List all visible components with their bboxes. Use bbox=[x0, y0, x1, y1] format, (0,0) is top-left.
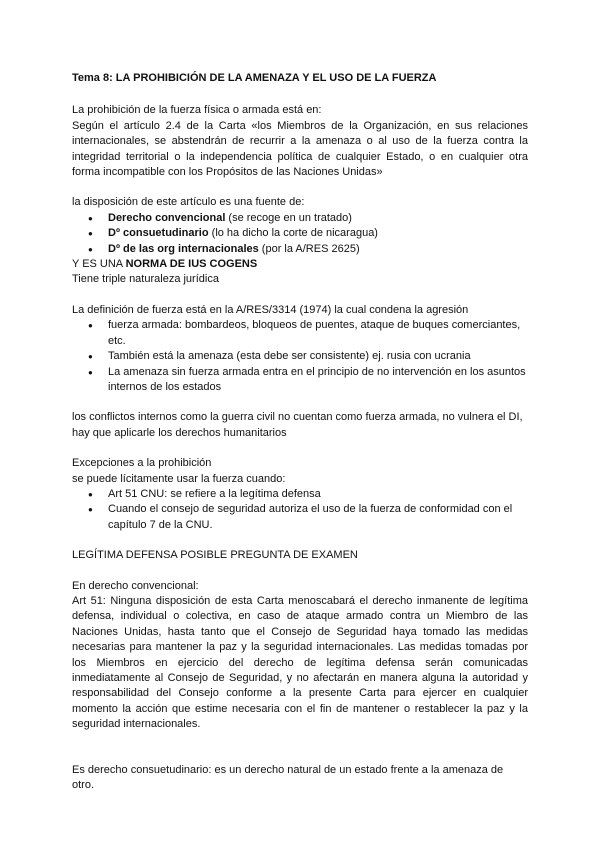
document-body bbox=[72, 71, 528, 793]
list-item: ● Art 51 CNU: se refiere a la legítima defensa bbox=[72, 487, 528, 502]
list-item: ● Cuando el consejo de seguridad autoriza el uso de la fuerza de conformidad con el capítulo 7 de la CNU. bbox=[72, 502, 528, 533]
force-definition: La definición de fuerza está en la A/RES/3314 (1974) la cual condena la agresión bbox=[72, 303, 469, 316]
sources-list bbox=[72, 211, 528, 257]
list-item: ● Dº de las org internacionales (por la A/RES 2625) bbox=[72, 242, 528, 257]
exceptions-intro: se puede lícitamente usar la fuerza cuando: bbox=[72, 472, 286, 485]
exceptions-heading: Excepciones a la prohibición bbox=[72, 457, 212, 470]
list-item: ● fuerza armada: bombardeos, bloqueos de puentes, ataque de buques comerciantes, etc. bbox=[72, 318, 528, 349]
sources-intro: la disposición de este artículo es una fuente de: bbox=[72, 196, 305, 209]
ius-cogens-line: Y ES UNA NORMA DE IUS COGENS bbox=[72, 258, 258, 271]
list-item: ● Derecho convencional (se recoge en un tratado) bbox=[72, 211, 528, 226]
list-item: ● La amenaza sin fuerza armada entra en el principio de no intervención en los asuntos internos de los estados bbox=[72, 365, 528, 396]
internal-conflicts-note: los conflictos internos como la guerra civil no cuentan como fuerza armada, no vulnera el DI, hay que aplicarle los derechos humanitarios bbox=[72, 411, 523, 439]
list-item: ● Dº consuetudinario (lo ha dicho la corte de nicaragua) bbox=[72, 226, 528, 241]
customary-law-note: Es derecho consuetudinario: es un derecho natural de un estado frente a la amenaza de otro. bbox=[72, 763, 504, 792]
conventional-law-intro: En derecho convencional: bbox=[72, 579, 199, 592]
article-51-text: Art 51: Ninguna disposición de esta Carta menoscabará el derecho inmanente de legítima defensa, individual o colectiva, en caso de ataque armado contra un Miembro de las Naciones Unidas, hasta tanto que el Consejo de Seguridad haya tomado las medidas necesarias para mantener la paz y la seguridad internacionales. Las medidas tomadas por los Miembros en ejercicio del derecho de legítima defensa serán comunicadas inmediatamente al Consejo de Seguridad, y no afectarán en manera alguna la autoridad y responsabilidad del Consejo conforme a la presente Carta para ejercer en cualquier momento la acción que estime necesaria con el fin de mantener o restablecer la paz y la seguridad internacionales. bbox=[72, 594, 528, 731]
exceptions-list bbox=[72, 487, 528, 533]
list-item: ● También está la amenaza (esta debe ser consistente) ej. rusia con ucrania bbox=[72, 349, 528, 364]
prohibition-intro: La prohibición de la fuerza física o armada está en: bbox=[72, 104, 322, 117]
force-list bbox=[72, 318, 528, 395]
triple-nature: Tiene triple naturaleza jurídica bbox=[72, 273, 219, 286]
article-2-4-quote: Según el artículo 2.4 de la Carta «los Miembros de la Organización, en sus relaciones internacionales, se abstendrán de recurrir a la amenaza o al uso de la fuerza contra la integridad territorial o la independencia política de cualquier Estado, o en cualquier otra forma incompatible con los Propósitos de las Naciones Unidas» bbox=[72, 119, 528, 179]
legitimate-defense-heading: LEGÍTIMA DEFENSA POSIBLE PREGUNTA DE EXAMEN bbox=[72, 549, 358, 562]
page-title: Tema 8: LA PROHIBICIÓN DE LA AMENAZA Y EL USO DE LA FUERZA bbox=[72, 72, 437, 84]
